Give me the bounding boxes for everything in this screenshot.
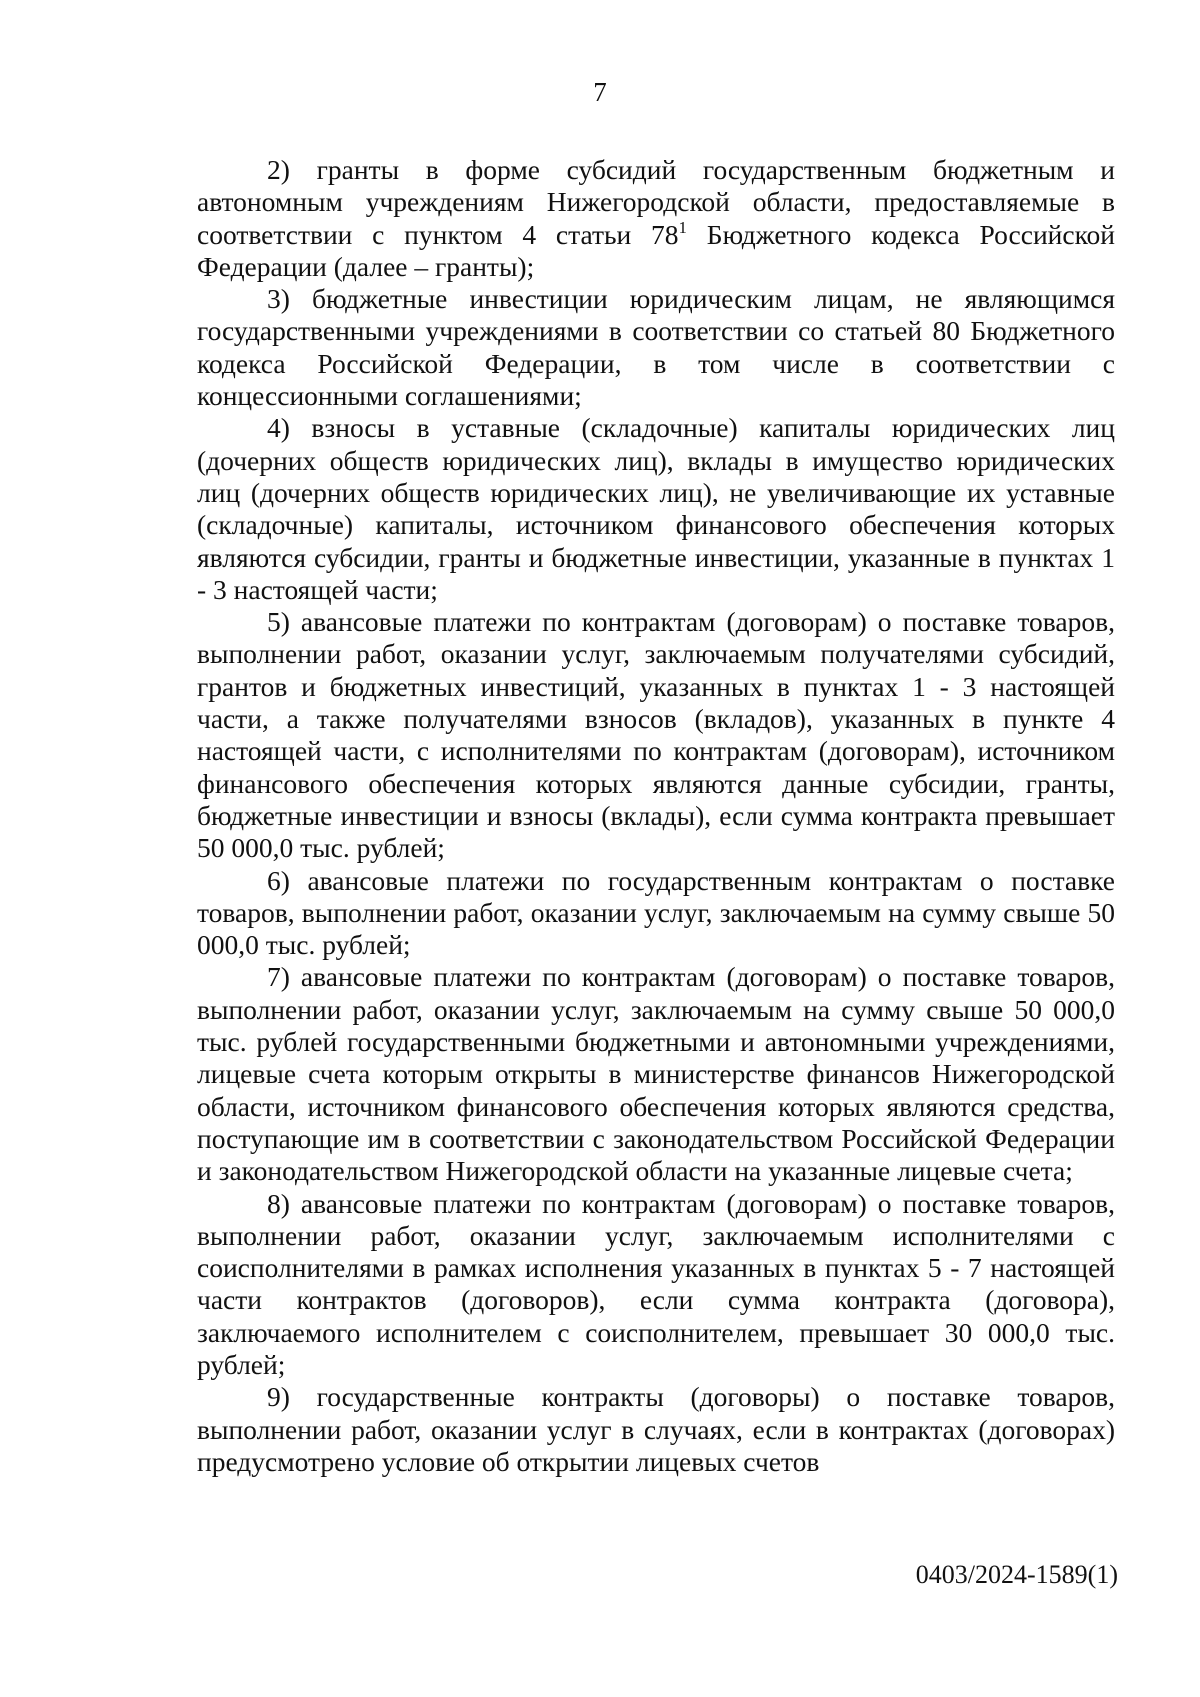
list-item-8: 8) авансовые платежи по контрактам (договорам) о поставке товаров, выполнении работ, оказании услуг, заключаемым исполнителями с соисполнителями в рамках исполнения указанных в пунктах 5 - 7 настоящей части контрактов (договоров), если сумма контракта (договора), заключаемого исполнителем с соисполнителем, превышает 30 000,0 тыс. рублей; — [197, 1187, 1115, 1380]
list-item-7: 7) авансовые платежи по контрактам (договорам) о поставке товаров, выполнении работ, оказании услуг, заключаемым на сумму свыше 50 000,0 тыс. рублей государственными бюджетными и автономными учреждениями, лицевые счета которым открыты в министерстве финансов Нижегородской области, источником финансового обеспечения которых являются средства, поступающие им в соответствии с законодательством Российской Федерации и законодательством Нижегородской области на указанные лицевые счета; — [197, 961, 1115, 1187]
list-item-5: 5) авансовые платежи по контрактам (договорам) о поставке товаров, выполнении работ, оказании услуг, заключаемым получателями субсидий, грантов и бюджетных инвестиций, указанных в пунктах 1 - 3 настоящей части, а также получателями взносов (вкладов), указанных в пункте 4 настоящей части, с исполнителями по контрактам (договорам), источником финансового обеспечения которых являются данные субсидии, гранты, бюджетные инвестиции и взносы (вклады), если сумма контракта превышает 50 000,0 тыс. рублей; — [197, 606, 1115, 864]
list-item-9: 9) государственные контракты (договоры) о поставке товаров, выполнении работ, оказании услуг в случаях, если в контрактах (договорах) предусмотрено условие об открытии лицевых счетов — [197, 1381, 1115, 1477]
list-item-3: 3) бюджетные инвестиции юридическим лицам, не являющимся государственными учреждениями в соответствии со статьей 80 Бюджетного кодекса Российской Федерации, в том числе в соответствии с концессионными соглашениями; — [197, 283, 1115, 412]
list-item-text: Бюджетного кодекса Российской Федерации (далее – гранты); — [197, 218, 1116, 282]
page-number: 7 — [593, 77, 607, 107]
list-item-6: 6) авансовые платежи по государственным контрактам о поставке товаров, выполнении работ, оказании услуг, заключаемым на сумму свыше 50 000,0 тыс. рублей; — [197, 864, 1115, 961]
list-item-2 — [197, 154, 1115, 283]
document-code: 0403/2024-1589(1) — [915, 1560, 1118, 1589]
list-item-4: 4) взносы в уставные (складочные) капиталы юридических лиц (дочерних обществ юридических лиц), вклады в имущество юридических лиц (дочерних обществ юридических лиц), не увеличивающие их уставные (складочные) капиталы, источником финансового обеспечения которых являются субсидии, гранты и бюджетные инвестиции, указанные в пунктах 1 - 3 настоящей части; — [197, 412, 1115, 605]
document-body — [197, 154, 1115, 1478]
superscript-index: 1 — [678, 217, 688, 237]
list-item-text: 2) гранты в форме субсидий государственным бюджетным и автономным учреждениям Нижегородской области, предоставляемые в соответствии с пунктом 4 статьи 78 — [197, 154, 1115, 250]
